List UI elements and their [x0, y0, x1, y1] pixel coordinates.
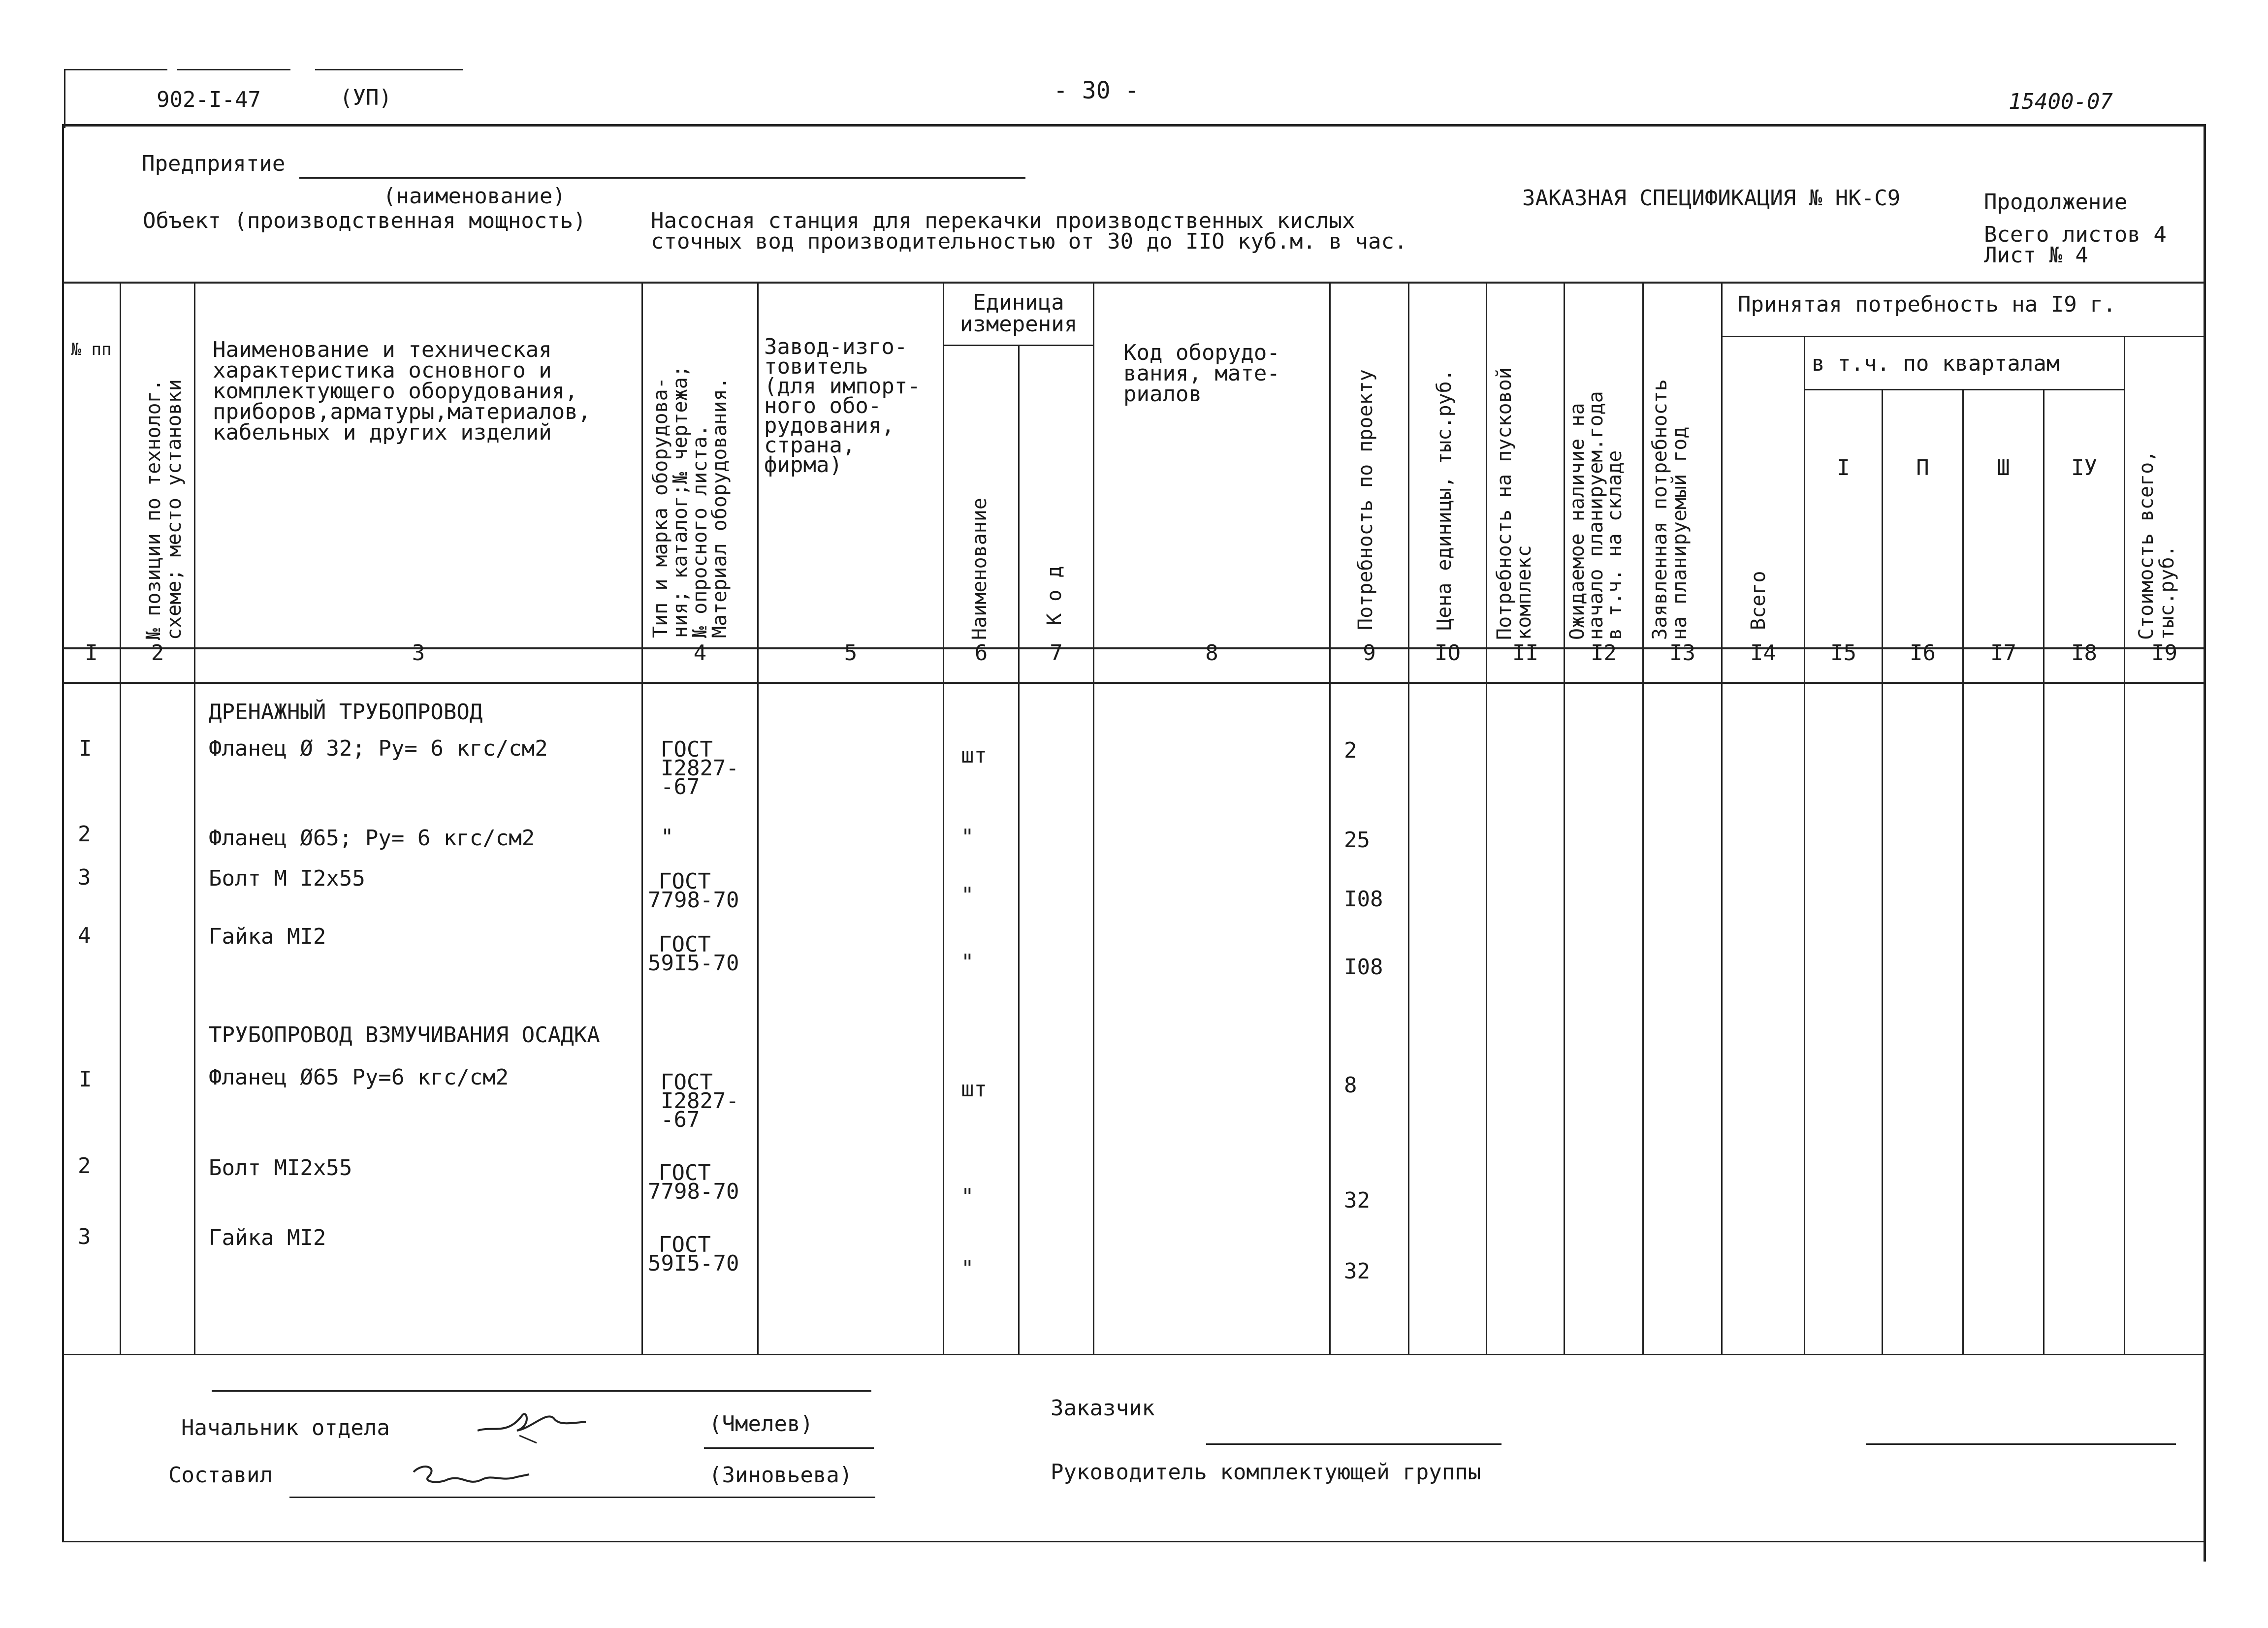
col-header-cost-2: тыс.руб.	[2156, 545, 2178, 640]
col-header-launch-2: комплекс	[1513, 545, 1535, 640]
head-of-department-name: (Чмелев)	[709, 1411, 813, 1436]
col-header-unit-name: Наименование	[968, 498, 991, 640]
item-type: ГОСТ	[659, 869, 711, 894]
col-header-cost-1: Стоимость всего,	[2135, 450, 2158, 640]
col-number: 6	[974, 640, 988, 666]
col-header-unit-2: измерения	[959, 312, 1078, 337]
col-header-position-1: № позиции по технолог.	[142, 379, 165, 640]
col-number: I3	[1669, 640, 1695, 666]
col-number: 4	[693, 640, 707, 666]
volume-label: (УП)	[340, 85, 392, 110]
col-header-code-1: Код оборудо-	[1123, 340, 1280, 365]
item-name: Болт М I2х55	[209, 866, 365, 891]
object-line-2: сточных вод производительностью от 30 до IIO куб.м. в час.	[651, 229, 1407, 254]
item-type: -67	[661, 1107, 700, 1132]
col-header-maker-3: (для импорт-	[764, 374, 921, 399]
item-type: ГОСТ	[661, 737, 713, 762]
item-qty: 2	[1344, 738, 1357, 763]
col-number: I7	[1990, 640, 2016, 666]
row-number: 2	[78, 1153, 91, 1179]
col-header-q3: Ш	[1997, 455, 2010, 480]
item-type: ГОСТ	[661, 1070, 713, 1095]
item-qty: 32	[1344, 1188, 1370, 1213]
col-header-maker-5: рудования,	[764, 413, 894, 438]
col-header-expected-2: начало планируем.года	[1585, 391, 1607, 640]
col-number: I5	[1830, 640, 1856, 666]
object-line-1: Насосная станция для перекачки производственных кислых	[651, 208, 1355, 233]
compiler-label: Составил	[168, 1463, 273, 1488]
head-signature	[473, 1396, 591, 1450]
item-unit: шт	[961, 1077, 987, 1102]
col-header-expected-1: Ожидаемое наличие на	[1566, 403, 1589, 640]
col-header-q1: I	[1837, 455, 1850, 480]
section-heading: ТРУБОПРОВОД ВЗМУЧИВАНИЯ ОСАДКА	[209, 1022, 600, 1048]
col-header-expected-3: в т.ч. на складе	[1603, 450, 1626, 640]
section-heading: ДРЕНАЖНЫЙ ТРУБОПРОВОД	[209, 700, 483, 725]
item-unit: "	[961, 1256, 974, 1281]
row-number: 2	[78, 822, 91, 847]
item-unit: "	[961, 950, 974, 975]
row-number: 4	[78, 923, 91, 948]
col-header-unit-code: К о д	[1043, 566, 1066, 625]
item-type: I2827-	[661, 756, 739, 781]
row-number: 3	[78, 865, 91, 890]
item-type: ГОСТ	[659, 1232, 711, 1257]
item-type: 59I5-70	[648, 1251, 739, 1276]
item-qty: 32	[1344, 1259, 1370, 1284]
col-header-type-1: Тип и марка оборудова-	[649, 377, 672, 638]
row-number: 3	[78, 1224, 91, 1249]
col-header-declared-1: Заявленная потребность	[1649, 379, 1671, 640]
item-name: Фланец Ø65 Ру=6 кгс/см2	[209, 1065, 509, 1090]
item-unit: шт	[961, 743, 987, 768]
col-number: II	[1512, 640, 1538, 666]
sheet-code: 15400-07	[2009, 89, 2113, 114]
item-qty: I08	[1344, 955, 1383, 980]
item-type: 59I5-70	[648, 951, 739, 976]
col-number: 8	[1205, 640, 1218, 666]
item-unit: "	[961, 883, 974, 908]
col-number: 9	[1363, 640, 1376, 666]
col-header-declared-2: на планируемый год	[1668, 426, 1691, 640]
head-of-department-label: Начальник отдела	[181, 1415, 390, 1440]
doc-code: 902-I-47	[157, 87, 261, 112]
group-head-label: Руководитель комплектующей группы	[1051, 1460, 1481, 1485]
item-name: Фланец Ø65; Ру= 6 кгс/см2	[209, 826, 535, 851]
col-header-quarters: в т.ч. по кварталам	[1812, 351, 2060, 376]
col-number: I9	[2151, 640, 2177, 666]
col-header-name-3: комплектующего оборудования,	[213, 379, 578, 404]
col-header-launch-1: Потребность на пусковой	[1493, 367, 1516, 640]
page-number: - 30 -	[1054, 77, 1139, 104]
col-number: I8	[2071, 640, 2097, 666]
col-header-type-4: Материал оборудования.	[708, 377, 731, 638]
item-qty: 8	[1344, 1073, 1357, 1098]
continuation-label: Продолжение	[1984, 190, 2128, 215]
item-qty: I08	[1344, 887, 1383, 912]
item-type: ГОСТ	[659, 932, 711, 957]
col-header-code-2: вания, мате-	[1123, 361, 1280, 386]
item-type: I2827-	[661, 1088, 739, 1114]
col-header-need: Потребность по проекту	[1354, 369, 1377, 630]
row-number: I	[79, 1067, 92, 1092]
col-header-name-4: приборов,арматуры,материалов,	[213, 399, 591, 424]
item-type: 7798-70	[648, 1179, 739, 1204]
col-header-maker-2: товитель	[764, 354, 868, 379]
col-header-position-2: схеме; место установки	[163, 379, 186, 640]
item-type: "	[661, 825, 674, 850]
col-number: 7	[1050, 640, 1063, 666]
col-number: 3	[412, 640, 425, 666]
spec-title: ЗАКАЗНАЯ СПЕЦИФИКАЦИЯ № НК-С9	[1522, 186, 1901, 211]
col-header-maker-6: страна,	[764, 433, 856, 458]
item-type: 7798-70	[648, 888, 739, 913]
col-header-type-2: ния; каталог;№ чертежа;	[669, 365, 692, 638]
item-name: Болт МI2х55	[209, 1155, 352, 1181]
item-unit: "	[961, 825, 974, 850]
col-number: I6	[1910, 640, 1936, 666]
item-name: Фланец Ø 32; Ру= 6 кгс/см2	[209, 736, 548, 761]
col-number: 5	[844, 640, 858, 666]
row-number: I	[79, 736, 92, 761]
col-number: I	[85, 640, 98, 666]
item-type: -67	[661, 774, 700, 799]
col-header-maker-4: ного обо-	[764, 393, 882, 418]
col-header-maker-7: фирма)	[764, 452, 842, 478]
col-header-row-number: № пп	[71, 340, 112, 359]
col-number: IO	[1435, 640, 1461, 666]
compiler-name: (Зиновьева)	[709, 1463, 853, 1488]
col-header-name-2: характеристика основного и	[213, 358, 552, 383]
col-header-q2: П	[1916, 455, 1929, 480]
name-caption: (наименование)	[383, 184, 566, 209]
col-number: I4	[1750, 640, 1776, 666]
compiler-signature	[409, 1452, 537, 1501]
col-header-price: Цена единицы, тыс.руб.	[1433, 369, 1456, 630]
sheet-number: Лист № 4	[1984, 243, 2088, 268]
col-number: 2	[151, 640, 164, 666]
enterprise-label: Предприятие	[142, 151, 286, 176]
col-header-code-3: риалов	[1123, 382, 1202, 407]
col-header-name-1: Наименование и техническая	[213, 337, 552, 362]
object-label: Объект (производственная мощность)	[143, 208, 586, 233]
customer-label: Заказчик	[1051, 1396, 1155, 1421]
col-header-maker-1: Завод-изго-	[764, 334, 908, 359]
col-header-unit-1: Единица	[973, 290, 1064, 315]
col-header-q4: IУ	[2071, 455, 2097, 480]
col-header-name-5: кабельных и других изделий	[213, 420, 552, 445]
col-header-type-3: № опросного листа.	[689, 424, 711, 638]
item-unit: "	[961, 1184, 974, 1209]
col-header-total: Всего	[1747, 571, 1770, 630]
total-sheets: Всего листов 4	[1984, 222, 2167, 247]
col-number: I2	[1591, 640, 1617, 666]
item-qty: 25	[1344, 828, 1370, 853]
item-name: Гайка МI2	[209, 924, 326, 949]
item-name: Гайка МI2	[209, 1225, 326, 1250]
item-type: ГОСТ	[659, 1160, 711, 1185]
col-header-accepted: Принятая потребность на I9 г.	[1738, 292, 2116, 317]
